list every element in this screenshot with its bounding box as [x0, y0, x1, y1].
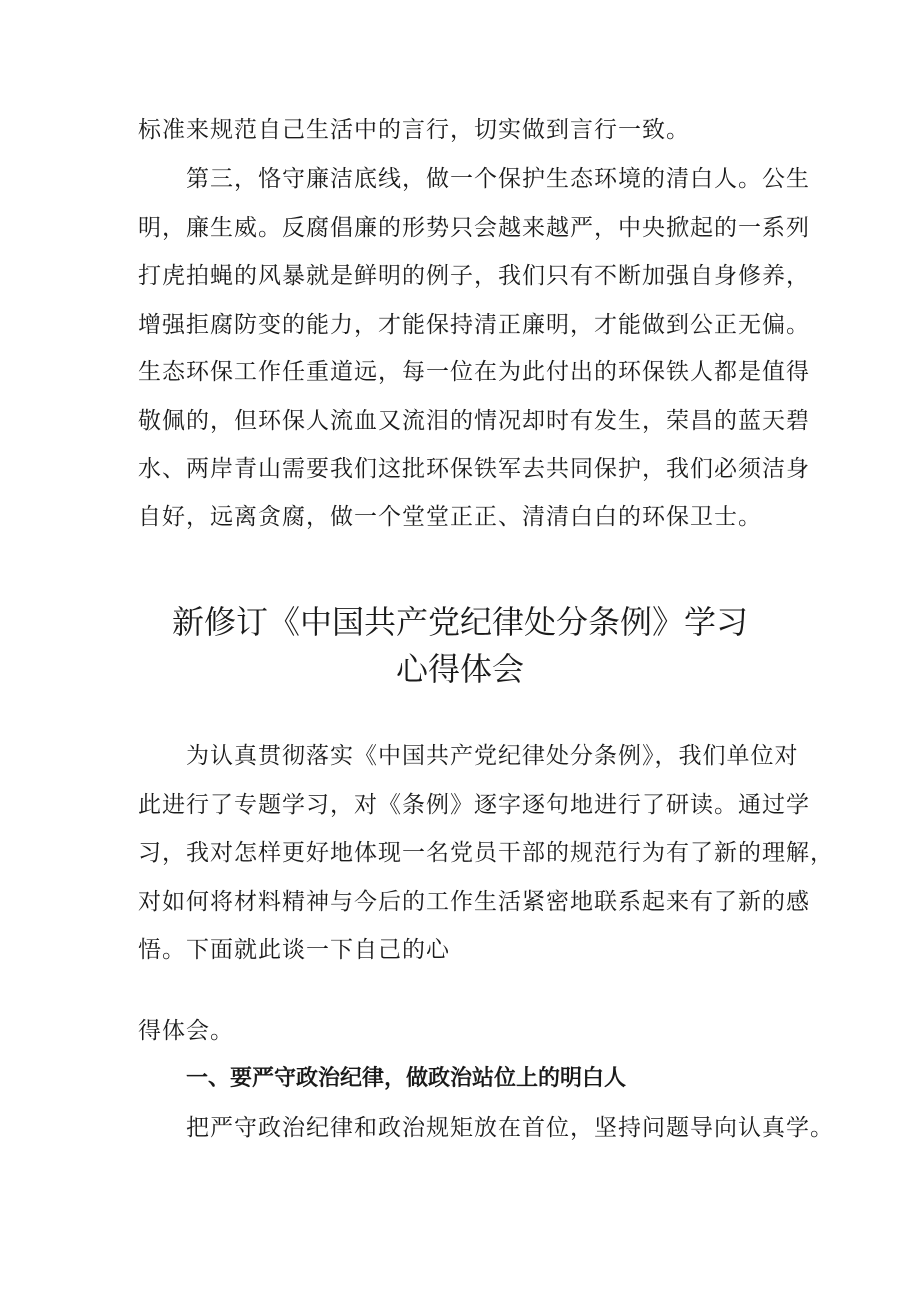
- document-title-line2: 心得体会: [395, 650, 524, 688]
- paragraph-line: 增强拒腐防变的能力，才能保持清正廉明，才能做到公正无偏。: [138, 312, 810, 338]
- paragraph-line: 生态环保工作任重道远，每一位在为此付出的环保铁人都是值得: [138, 359, 810, 385]
- section-heading: 一、要严守政治纪律，做政治站位上的明白人: [186, 1066, 627, 1091]
- paragraph-line: 把严守政治纪律和政治规矩放在首位，坚持问题导向认真学。: [186, 1115, 834, 1141]
- paragraph-line: 得体会。: [138, 1018, 234, 1044]
- document-title: 新修订《中国共产党纪律处分条例》学习: [171, 603, 748, 641]
- paragraph-line: 第三，恪守廉洁底线，做一个保护生态环境的清白人。公生: [186, 166, 810, 192]
- paragraph-line: 此进行了专题学习，对《条例》逐字逐句地进行了研读。通过学: [138, 792, 810, 818]
- paragraph-line: 悟。下面就此谈一下自己的心: [138, 937, 450, 963]
- paragraph-line: 明，廉生威。反腐倡廉的形势只会越来越严，中央掀起的一系列: [138, 215, 810, 241]
- paragraph-line: 敬佩的，但环保人流血又流泪的情况却时有发生，荣昌的蓝天碧: [138, 408, 810, 434]
- paragraph-line: 习，我对怎样更好地体现一名党员干部的规范行为有了新的理解，: [138, 840, 834, 866]
- paragraph-line: 为认真贯彻落实《中国共产党纪律处分条例》，我们单位对: [186, 743, 799, 769]
- paragraph-line: 自好，远离贪腐，做一个堂堂正正、清清白白的环保卫士。: [138, 504, 762, 530]
- paragraph-line: 对如何将材料精神与今后的工作生活紧密地联系起来有了新的感: [138, 889, 810, 915]
- paragraph-line: 标准来规范自己生活中的言行，切实做到言行一致。: [138, 117, 690, 143]
- paragraph-line: 打虎拍蝇的风暴就是鲜明的例子，我们只有不断加强自身修养，: [138, 263, 810, 289]
- paragraph-line: 水、两岸青山需要我们这批环保铁军去共同保护，我们必须洁身: [138, 456, 810, 482]
